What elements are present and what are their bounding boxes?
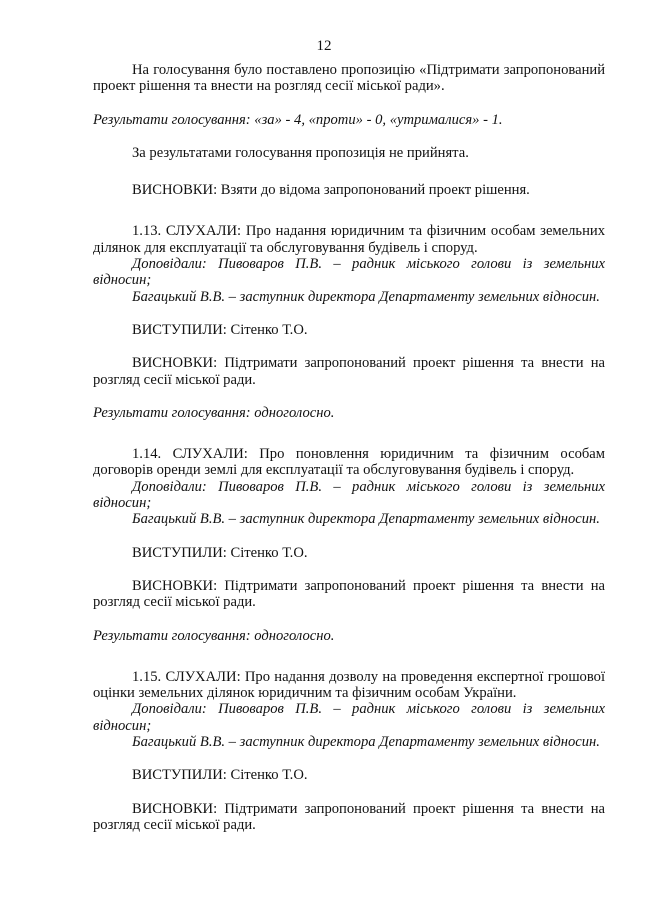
agenda-item	[93, 669, 605, 833]
conclusion-text: ВИСНОВКИ: Підтримати запропонований проект рішення та внести на розгляд сесії міської ради.	[93, 577, 605, 611]
page-number: 12	[316, 38, 332, 54]
speaker-text: Доповідали: Пивоваров П.В. – радник міського голови із земельних відносин;	[93, 701, 605, 734]
speaker-text: Багацький В.В. – заступник директора Департаменту земельних відносин.	[132, 511, 600, 528]
vote-outcome: За результатами голосування пропозиція не прийнята.	[132, 144, 469, 161]
speaker-text: Доповідали: Пивоваров П.В. – радник міського голови із земельних відносин;	[93, 256, 605, 289]
speaker-text: Багацький В.В. – заступник директора Департаменту земельних відносин.	[132, 288, 600, 305]
agenda-item	[93, 446, 605, 644]
spoke-text: ВИСТУПИЛИ: Сітенко Т.О.	[132, 321, 308, 338]
conclusion-text: ВИСНОВКИ: Підтримати запропонований проект рішення та внести на розгляд сесії міської ради.	[93, 355, 605, 388]
document-body	[93, 62, 605, 833]
speaker-text: Багацький В.В. – заступник директора Департаменту земельних відносин.	[132, 734, 600, 751]
spoke-text: ВИСТУПИЛИ: Сітенко Т.О.	[132, 544, 308, 561]
vote-proposal-text: На голосування було поставлено пропозицію «Підтримати запропонований проект рішення та внести на розгляд сесії міської ради».	[93, 62, 605, 95]
heard-text: 1.13. СЛУХАЛИ: Про надання юридичним та фізичним особам земельних ділянок для експлуатації та обслуговування будівель і споруд.	[93, 223, 605, 256]
vote-results: Результати голосування: одноголосно.	[93, 627, 335, 644]
speaker-text: Доповідали: Пивоваров П.В. – радник міського голови із земельних відносин;	[93, 478, 605, 512]
spoke-text: ВИСТУПИЛИ: Сітенко Т.О.	[132, 767, 308, 784]
conclusion-text: ВИСНОВКИ: Взяти до відома запропонований проект рішення.	[132, 182, 530, 199]
conclusion-text: ВИСНОВКИ: Підтримати запропонований проект рішення та внести на розгляд сесії міської ради.	[93, 800, 605, 833]
heard-text: 1.14. СЛУХАЛИ: Про поновлення юридичним та фізичним особам договорів оренди землі для експлуатації та обслуговування будівель і споруд.	[93, 446, 605, 479]
agenda-item	[93, 223, 605, 421]
vote-results: Результати голосування: «за» - 4, «проти» - 0, «утрималися» - 1.	[93, 111, 503, 128]
heard-text: 1.15. СЛУХАЛИ: Про надання дозволу на проведення експертної грошової оцінки земельних ділянок юридичним та фізичним особам України.	[93, 668, 605, 702]
vote-results: Результати голосування: одноголосно.	[93, 404, 335, 421]
